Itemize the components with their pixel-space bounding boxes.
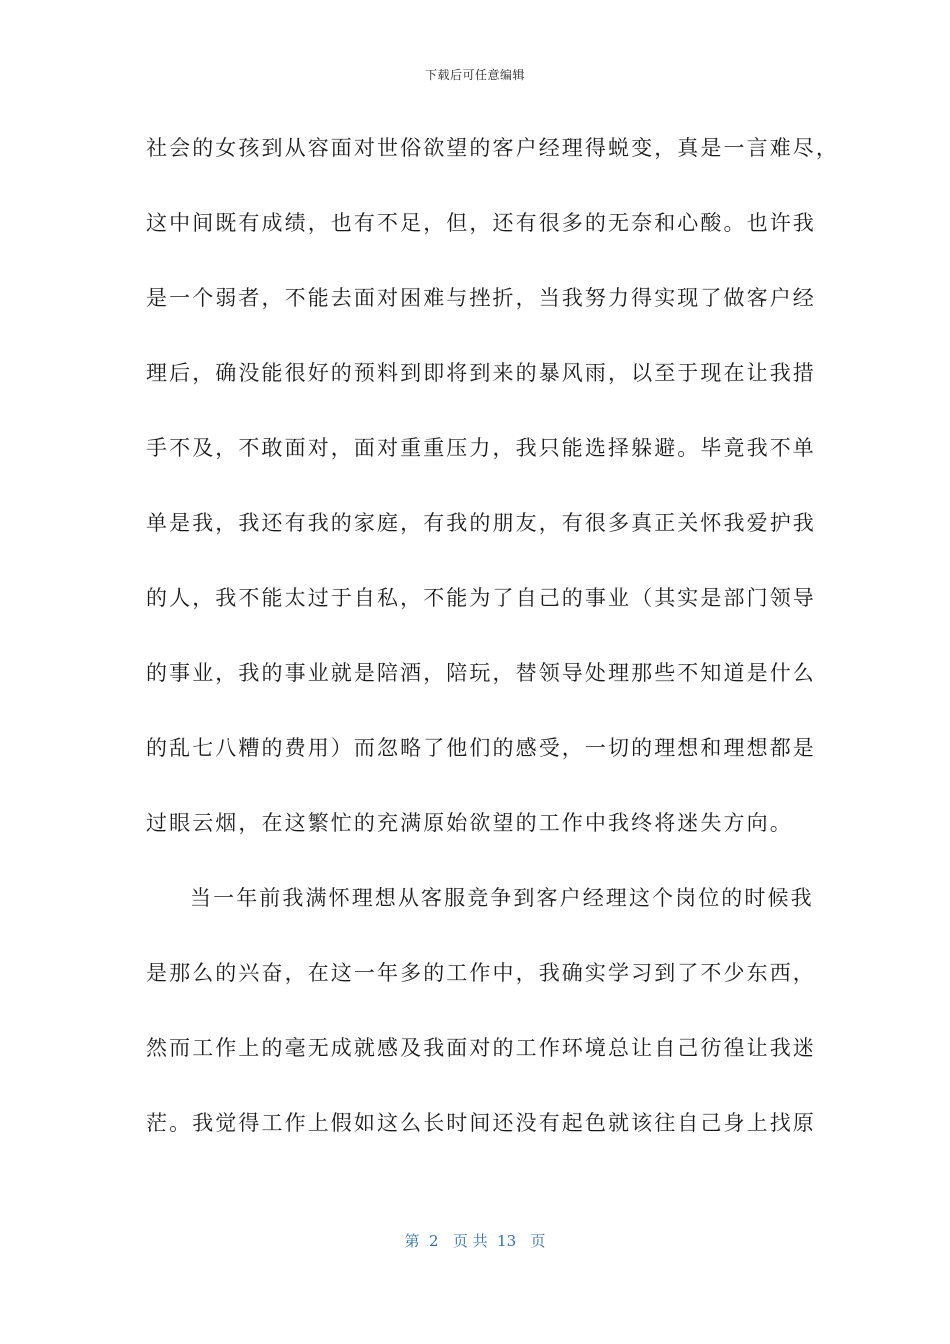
text-line: 是一个弱者，不能去面对困难与挫折，当我努力得实现了做客户经	[146, 286, 816, 310]
text-line: 的人，我不能太过于自私，不能为了自己的事业（其实是部门领导	[146, 586, 816, 610]
text-line: 理后，确没能很好的预料到即将到来的暴风雨，以至于现在让我措	[146, 361, 816, 385]
text-line: 的乱七八糟的费用）而忽略了他们的感受，一切的理想和理想都是	[146, 736, 816, 760]
page-number-footer: 第 2 页 共 13 页	[404, 1232, 546, 1250]
text-line: 是那么的兴奋，在这一年多的工作中，我确实学习到了不少东西，	[146, 961, 816, 985]
text-line: 过眼云烟，在这繁忙的充满原始欲望的工作中我终将迷失方向。	[146, 811, 793, 835]
text-line: 单是我，我还有我的家庭，有我的朋友，有很多真正关怀我爱护我	[146, 511, 816, 535]
text-line: 手不及，不敢面对，面对重重压力，我只能选择躲避。毕竟我不单	[146, 436, 816, 460]
text-line: 这中间既有成绩，也有不足，但，还有很多的无奈和心酸。也许我	[146, 211, 816, 235]
text-line: 茫。我觉得工作上假如这么长时间还没有起色就该往自己身上找原	[146, 1111, 816, 1135]
text-line: 然而工作上的毫无成就感及我面对的工作环境总让自己彷徨让我迷	[146, 1036, 816, 1060]
paragraph-first-line: 当一年前我满怀理想从客服竞争到客户经理这个岗位的时候我	[190, 886, 814, 910]
page-header-note: 下载后可任意编辑	[424, 68, 525, 82]
text-line: 的事业，我的事业就是陪酒，陪玩，替领导处理那些不知道是什么	[146, 661, 816, 685]
document-body	[146, 128, 839, 1178]
text-line: 社会的女孩到从容面对世俗欲望的客户经理得蜕变，真是一言难尽，	[146, 136, 839, 160]
